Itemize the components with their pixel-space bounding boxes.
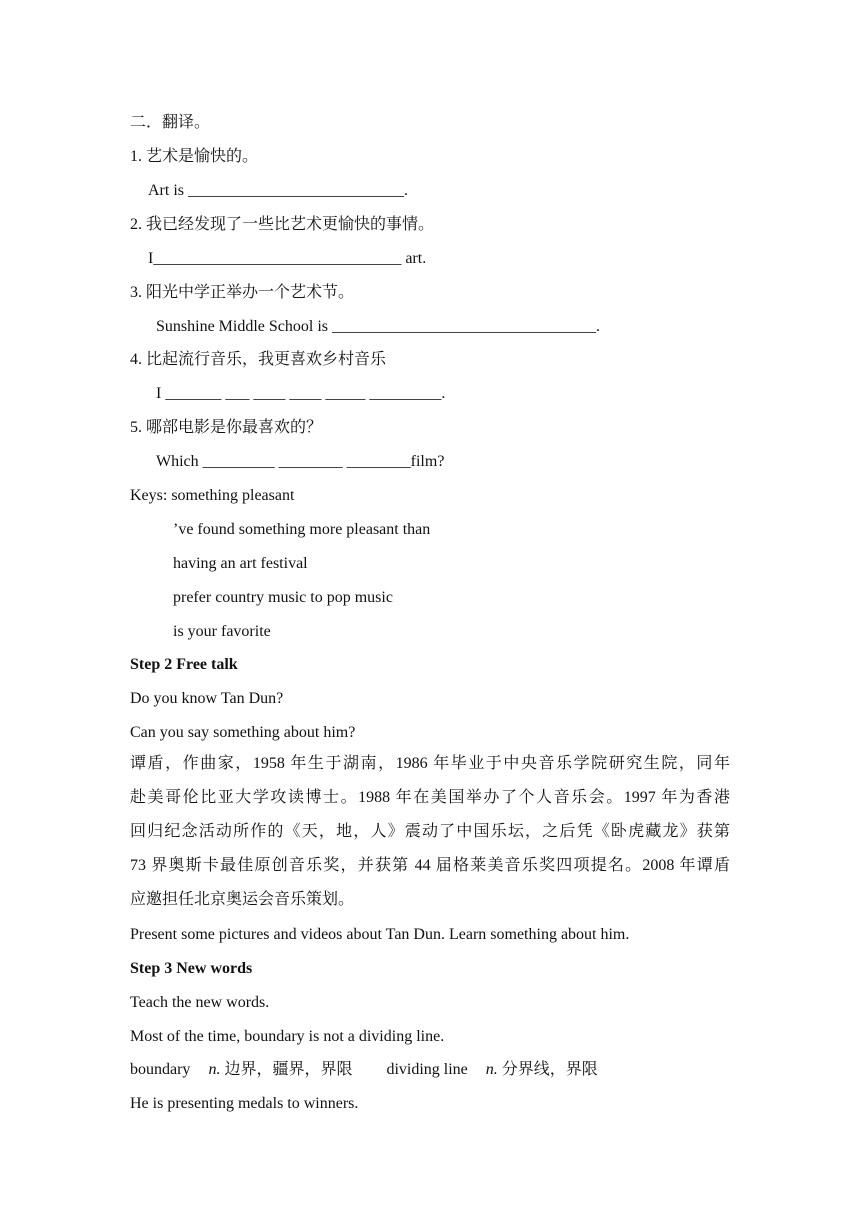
step3-teach: Teach the new words. [130,994,270,1011]
bio-line: 回归纪念活动所作的《天，地，人》震动了中国乐坛，之后凭《卧虎藏龙》获第 [130,823,730,840]
bio-line: 应邀担任北京奥运会音乐策划。 [130,891,355,908]
question-5: 5. 哪部电影是你最喜欢的？ [130,419,323,436]
vocab-line [130,1060,598,1080]
question-2: 2. 我已经发现了一些比艺术更愉快的事情。 [130,216,435,233]
key-5: is your favorite [173,623,271,640]
key-2: ’ve found something more pleasant than [173,521,431,538]
step3-title: Step 3 New words [130,960,253,977]
vocab-pos-2: n. [485,1061,498,1078]
step2-question-2: Can you say something about him? [130,724,356,741]
bio-line: 赴美哥伦比亚大学攻读博士。1988 年在美国举办了个人音乐会。1997 年为香港 [130,789,730,806]
answer-3: Sunshine Middle School is _________________________________. [156,318,601,335]
vocab-word-boundary: boundary [130,1061,191,1078]
section-title: 二．翻译。 [130,114,211,131]
bio-line: 73 界奥斯卡最佳原创音乐奖，并获第 44 届格莱美音乐奖四项提名。2008 年谭盾 [130,857,730,874]
keys-label: Keys: something pleasant [130,487,295,504]
answer-4: I _______ ___ ____ ____ _____ _________. [156,385,446,402]
vocab-def-2: 分界线，界限 [501,1061,598,1078]
question-4: 4. 比起流行音乐，我更喜欢乡村音乐 [130,351,387,368]
vocab-def-1: 边界，疆界，界限 [224,1061,353,1078]
step2-present: Present some pictures and videos about Tan Dun. Learn something about him. [130,926,630,943]
answer-2: I_______________________________ art. [148,250,427,267]
question-3: 3. 阳光中学正举办一个艺术节。 [130,284,355,301]
example-sentence-2: He is presenting medals to winners. [130,1095,359,1112]
key-4: prefer country music to pop music [173,589,393,606]
bio-line: 谭盾，作曲家，1958 年生于湖南，1986 年毕业于中央音乐学院研究生院，同年 [130,755,730,772]
example-sentence-1: Most of the time, boundary is not a dividing line. [130,1028,445,1045]
tan-dun-bio [130,747,730,917]
key-3: having an art festival [173,555,308,572]
step2-title: Step 2 Free talk [130,656,238,673]
answer-5: Which _________ ________ ________film? [156,453,445,470]
vocab-pos-1: n. [208,1061,221,1078]
step2-question-1: Do you know Tan Dun? [130,690,284,707]
question-1: 1. 艺术是愉快的。 [130,148,259,165]
vocab-word-dividing-line: dividing line [386,1061,468,1078]
answer-1: Art is ___________________________. [148,182,408,199]
